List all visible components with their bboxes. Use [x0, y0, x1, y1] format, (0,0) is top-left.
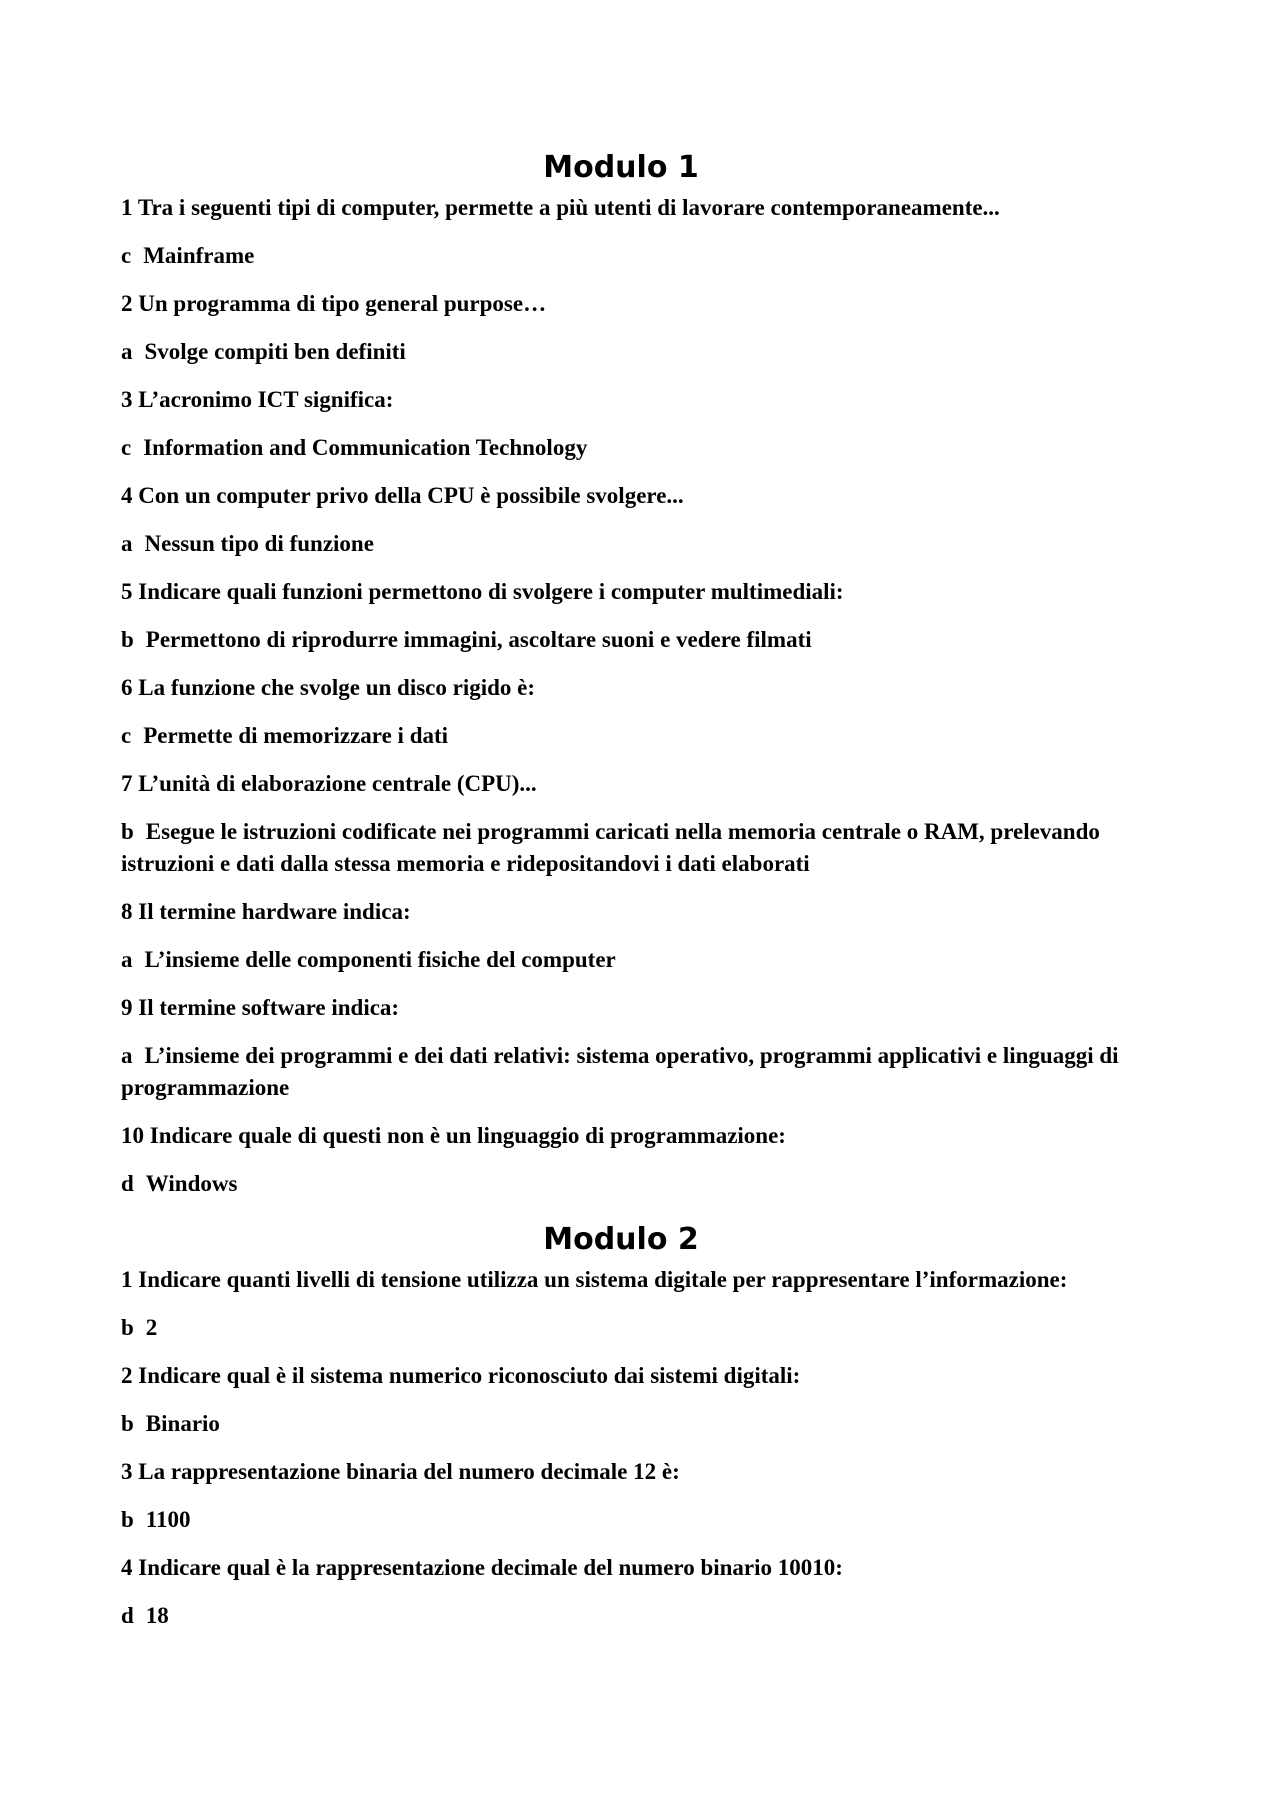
- question-2-1: 1 Indicare quanti livelli di tensione utilizza un sistema digitale per rappresentare l’informazione:: [121, 1267, 1068, 1292]
- answer-2-1: [121, 1312, 1121, 1344]
- question-1-4: 4 Con un computer privo della CPU è possibile svolgere...: [121, 483, 684, 508]
- document-content: [121, 144, 1121, 1648]
- module-2: [121, 1216, 1121, 1632]
- question-1-8: 8 Il termine hardware indica:: [121, 899, 411, 924]
- answer-1-5: [121, 624, 1121, 656]
- answer-2-3: [121, 1504, 1121, 1536]
- answer-text: 1100: [145, 1507, 191, 1532]
- question-1-7: 7 L’unità di elaborazione centrale (CPU)...: [121, 771, 537, 796]
- answer-text: Windows: [145, 1171, 238, 1196]
- module-2-title: Modulo 2: [543, 1222, 699, 1257]
- answer-2-2: [121, 1408, 1121, 1440]
- answer-text: Mainframe: [143, 243, 255, 268]
- answer-letter: b: [121, 1411, 134, 1436]
- answer-text: Nessun tipo di funzione: [144, 531, 374, 556]
- answer-1-8: [121, 944, 1121, 976]
- answer-letter: c: [121, 435, 132, 460]
- answer-text: 18: [145, 1603, 169, 1628]
- question-2-3: 3 La rappresentazione binaria del numero decimale 12 è:: [121, 1459, 680, 1484]
- question-1-3: 3 L’acronimo ICT significa:: [121, 387, 394, 412]
- answer-letter: d: [121, 1171, 134, 1196]
- answer-letter: d: [121, 1603, 134, 1628]
- question-2-4: 4 Indicare qual è la rappresentazione decimale del numero binario 10010:: [121, 1555, 843, 1580]
- answer-text: Binario: [145, 1411, 220, 1436]
- answer-1-1: [121, 240, 1121, 272]
- answer-2-4: [121, 1600, 1121, 1632]
- answer-text: Information and Communication Technology: [143, 435, 588, 460]
- answer-letter: b: [121, 627, 134, 652]
- answer-1-7: [121, 816, 1121, 880]
- answer-1-6: [121, 720, 1121, 752]
- answer-text: 2: [145, 1315, 158, 1340]
- answer-1-9: [121, 1040, 1121, 1104]
- question-1-9: 9 Il termine software indica:: [121, 995, 400, 1020]
- answer-letter: b: [121, 1507, 134, 1532]
- answer-1-2: [121, 336, 1121, 368]
- answer-1-10: [121, 1168, 1121, 1200]
- answer-letter: a: [121, 947, 133, 972]
- answer-letter: c: [121, 723, 132, 748]
- question-1-6: 6 La funzione che svolge un disco rigido è:: [121, 675, 536, 700]
- module-1: [121, 144, 1121, 1200]
- answer-text: Permette di memorizzare i dati: [143, 723, 449, 748]
- answer-letter: b: [121, 819, 134, 844]
- answer-letter: c: [121, 243, 132, 268]
- question-1-5: 5 Indicare quali funzioni permettono di svolgere i computer multimediali:: [121, 579, 844, 604]
- answer-letter: b: [121, 1315, 134, 1340]
- question-1-10: 10 Indicare quale di questi non è un linguaggio di programmazione:: [121, 1123, 786, 1148]
- answer-text: L’insieme delle componenti fisiche del computer: [144, 947, 616, 972]
- answer-letter: a: [121, 1043, 133, 1068]
- answer-text: Svolge compiti ben definiti: [144, 339, 406, 364]
- answer-1-3: [121, 432, 1121, 464]
- answer-1-4: [121, 528, 1121, 560]
- answer-text: Esegue le istruzioni codificate nei programmi caricati nella memoria centrale o RAM, prelevando istruzioni e dati dalla stessa memoria e ridepositandovi i dati elaborati: [121, 819, 1100, 876]
- answer-letter: a: [121, 339, 133, 364]
- answer-text: L’insieme dei programmi e dei dati relativi: sistema operativo, programmi applicativi e linguaggi di programmazione: [121, 1043, 1119, 1100]
- question-1-1: 1 Tra i seguenti tipi di computer, permette a più utenti di lavorare contemporaneamente...: [121, 195, 1000, 220]
- answer-letter: a: [121, 531, 133, 556]
- module-1-title: Modulo 1: [543, 150, 699, 185]
- answer-text: Permettono di riprodurre immagini, ascoltare suoni e vedere filmati: [145, 627, 812, 652]
- question-1-2: 2 Un programma di tipo general purpose…: [121, 291, 547, 316]
- question-2-2: 2 Indicare qual è il sistema numerico riconosciuto dai sistemi digitali:: [121, 1363, 801, 1388]
